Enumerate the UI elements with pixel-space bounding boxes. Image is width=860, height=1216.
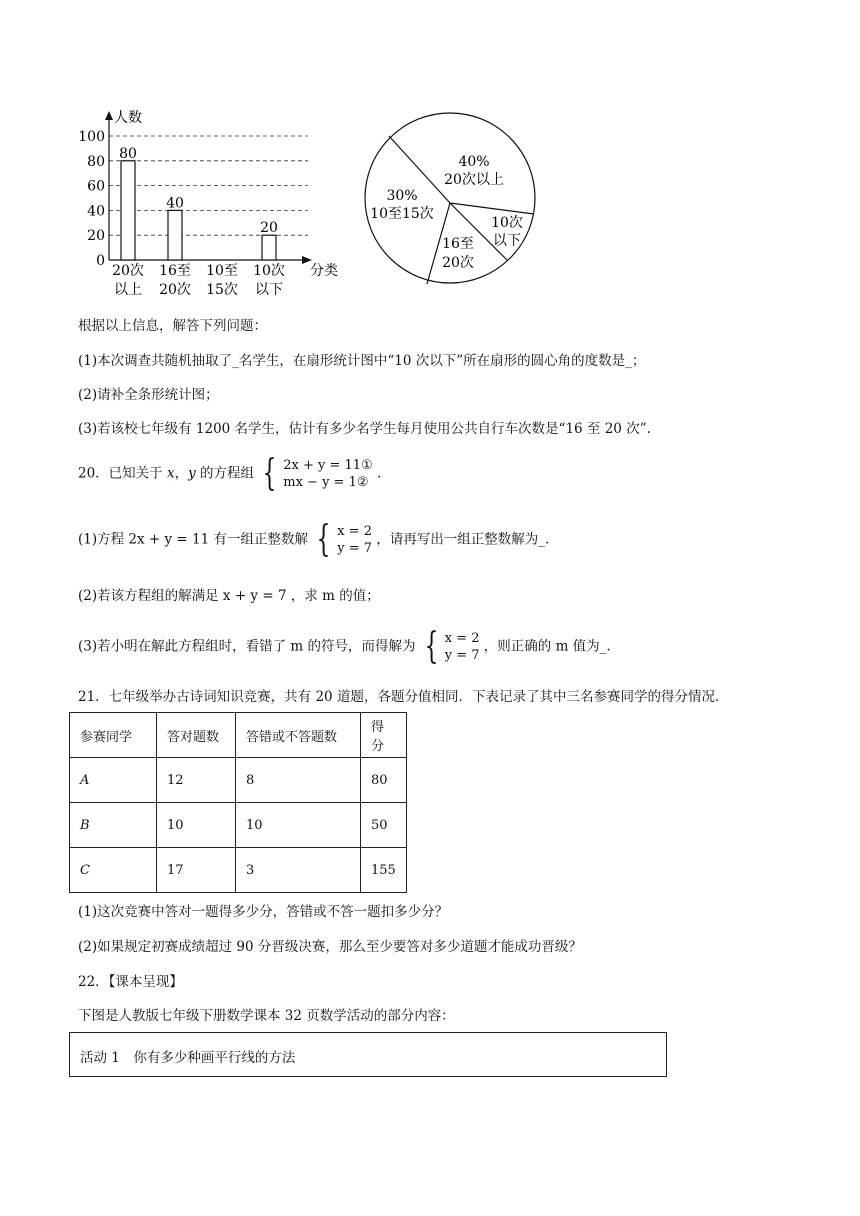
q20-head-b: 的方程组 <box>195 465 255 482</box>
table-header: 答对题数 <box>157 713 236 758</box>
table-cell: 50 <box>361 803 407 848</box>
question-20-header <box>78 453 382 494</box>
bar <box>262 235 276 260</box>
x-category-label: 16至 <box>159 263 191 279</box>
pie-divider-2 <box>450 203 534 214</box>
x-category-label: 以上 <box>114 282 142 298</box>
solution-system-1 <box>312 519 372 560</box>
q20-var-y: y <box>188 465 196 482</box>
question-19-part-2: (2)请补全条形统计图； <box>78 387 219 403</box>
y-tick-label: 80 <box>87 153 105 170</box>
question-19-part-1: (1)本次调查共随机抽取了_名学生，在扇形统计图中“10 次以下”所在扇形的圆心角的度数是_； <box>78 353 646 369</box>
y-tick-label: 100 <box>78 129 105 145</box>
solution-2-x: x = 2 <box>444 631 480 646</box>
q20-3-text-a: (3)若小明在解此方程组时，看错了 m 的符号，而得解为 <box>78 638 416 655</box>
x-category-label: 20次 <box>112 263 144 279</box>
bar-value-label: 80 <box>119 145 137 162</box>
brace-icon: { <box>316 519 331 560</box>
table-row <box>70 758 407 803</box>
y-axis-label: 人数 <box>114 110 142 126</box>
table-cell: A <box>70 758 157 803</box>
table-cell: 17 <box>157 848 236 893</box>
question-19-part-3: (3)若该校七年级有 1200 名学生，估计有多少名学生每月使用公共自行车次数是“16 至 20 次”. <box>78 421 651 437</box>
table-cell: 3 <box>236 848 361 893</box>
x-category-label: 10次 <box>253 263 285 279</box>
table-cell: 155 <box>361 848 407 893</box>
bar-value-label: 20 <box>260 220 278 237</box>
pie-slice-label-16-20-a: 16至 <box>442 236 474 252</box>
bar-chart <box>76 108 346 303</box>
table-header: 得分 <box>361 713 407 758</box>
table-header-row <box>70 713 407 758</box>
solution-system-2 <box>420 626 480 667</box>
solution-1-x: x = 2 <box>337 524 372 539</box>
y-tick-label: 20 <box>87 228 105 245</box>
activity-box <box>69 1032 667 1077</box>
intro-text: 根据以上信息，解答下列问题： <box>78 318 267 334</box>
q20-var-x: x <box>166 465 175 482</box>
table-cell: C <box>70 848 157 893</box>
solution-2-y: y = 7 <box>444 648 480 663</box>
question-20-part-3 <box>78 626 611 667</box>
pie-chart <box>362 104 540 292</box>
table-cell: B <box>70 803 157 848</box>
q20-head-a: 20．已知关于 <box>78 465 167 482</box>
y-tick-label: 60 <box>87 178 105 195</box>
y-tick-label: 40 <box>87 203 105 220</box>
x-axis-label: 分类 <box>310 263 338 279</box>
pie-slice-label-20-above: 20次以上 <box>444 172 504 188</box>
solution-1-y: y = 7 <box>337 541 372 556</box>
q20-1-text-b: ，请再写出一组正整数解为_. <box>376 531 550 548</box>
q20-1-text-a: (1)方程 2x + y = 11 有一组正整数解 <box>78 531 309 548</box>
bar-value-label: 40 <box>166 195 184 212</box>
table-header: 答错或不答题数 <box>236 713 361 758</box>
x-category-label: 以下 <box>255 282 283 298</box>
brace-icon: { <box>262 453 277 494</box>
x-category-label: 20次 <box>159 282 191 298</box>
equation-system <box>258 453 373 494</box>
q20-head-end: . <box>377 465 382 482</box>
bar <box>168 210 182 260</box>
pie-slice-label-10-below-a: 10次 <box>491 215 523 231</box>
table-cell: 12 <box>157 758 236 803</box>
y-axis-arrow <box>105 111 113 120</box>
pie-slice-label-16-20-b: 20次 <box>442 255 474 271</box>
question-21-part-1: (1)这次竞赛中答对一题得多少分，答错或不答一题扣多少分？ <box>78 904 449 920</box>
brace-icon: { <box>424 626 439 667</box>
question-22-header: 22．【课本呈现】 <box>78 974 183 990</box>
question-20-part-2: (2)若该方程组的解满足 x + y = 7 ，求 m 的值； <box>78 588 380 604</box>
question-20-part-1 <box>78 519 550 560</box>
table-cell: 10 <box>157 803 236 848</box>
y-tick-label: 0 <box>96 253 105 269</box>
table-row <box>70 803 407 848</box>
pie-slice-pct-10-15: 30% <box>386 188 418 204</box>
activity-title: 活动 1 你有多少种画平行线的方法 <box>80 1050 296 1066</box>
score-table <box>69 712 407 893</box>
question-21-part-2: (2)如果规定初赛成绩超过 90 分晋级决赛，那么至少要答对多少道题才能成功晋级？ <box>78 939 582 955</box>
q20-3-text-b: ，则正确的 m 值为_. <box>483 638 611 655</box>
pie-slice-label-10-15: 10至15次 <box>370 206 434 222</box>
table-cell: 8 <box>236 758 361 803</box>
equation-2: mx − y = 1② <box>283 475 369 490</box>
question-22-description: 下图是人教版七年级下册数学课本 32 页数学活动的部分内容： <box>78 1008 455 1024</box>
table-header: 参赛同学 <box>70 713 157 758</box>
table-cell: 10 <box>236 803 361 848</box>
equation-1: 2x + y = 11① <box>283 458 373 473</box>
x-category-label: 15次 <box>206 282 238 298</box>
table-cell: 80 <box>361 758 407 803</box>
pie-slice-pct-20-above: 40% <box>458 154 490 170</box>
x-category-label: 10至 <box>206 263 238 279</box>
question-21-header: 21．七年级举办古诗词知识竞赛，共有 20 道题，各题分值相同．下表记录了其中三名参赛同学的得分情况． <box>78 689 729 705</box>
pie-slice-label-10-below-b: 以下 <box>493 233 521 249</box>
q20-sep: ， <box>174 465 189 482</box>
table-row <box>70 848 407 893</box>
bar <box>121 161 135 260</box>
